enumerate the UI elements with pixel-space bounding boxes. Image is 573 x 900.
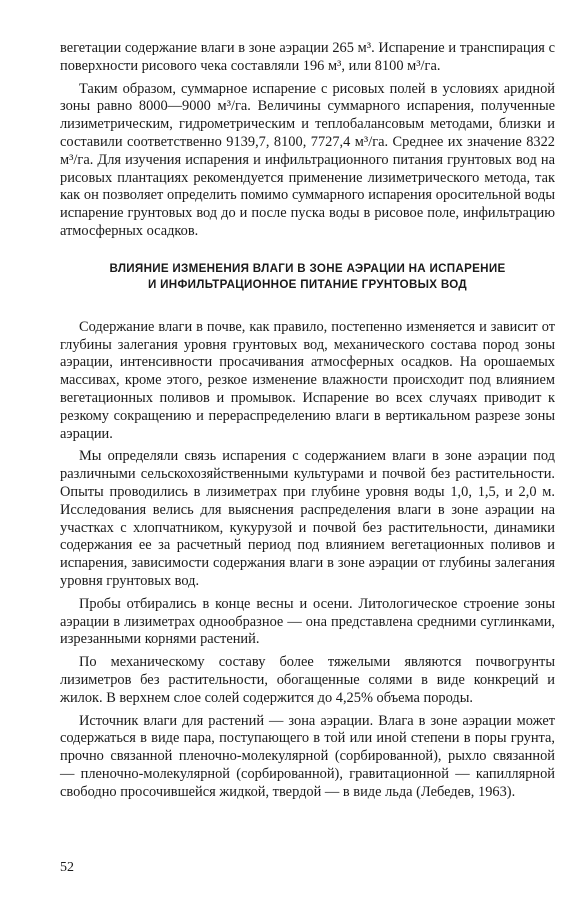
section-heading (60, 261, 555, 293)
paragraph-experiments: Мы определяли связь испарения с содержанием влаги в зоне аэрации под различными сельскохозяйственными культурами и почвой без растительности. Опыты проводились в лизиметрах при глубине уровня воды 1,0, 1,5, и 2,0 м. Исследования велись для выяснения распределения влаги в зоне аэрации на участках с хлопчатником, кукурузой и почвой без растительности, динамики содержания ее за расчетный период под влиянием вегетационных поливов и испарения, зависимости содержания влаги в зоне аэрации от глубины залегания уровня грунтовых вод. (60, 448, 555, 589)
page-number: 52 (60, 860, 74, 875)
paragraph-sampling: Пробы отбирались в конце весны и осени. Литологическое строение зоны аэрации в лизиметрах однообразное — она представлена средними суглинками, изрезанными корнями растений. (60, 595, 555, 648)
section-heading-line-1: ВЛИЯНИЕ ИЗМЕНЕНИЯ ВЛАГИ В ЗОНЕ АЭРАЦИИ НА ИСПАРЕНИЕ (109, 261, 506, 275)
paragraph-moisture-source: Источник влаги для растений — зона аэрации. Влага в зоне аэрации может содержаться в виде пара, поступающего в той или иной степени в поры грунта, прочно связанной пленочно-молекулярной (сорбированной), рыхло связанной — пленочно-молекулярной (сорбированной), гравитационной — капиллярной свободно просочившейся жидкой, твердой — в виде льда (Лебедев, 1963). (60, 712, 555, 800)
paragraph-continuation: вегетации содержание влаги в зоне аэрации 265 м³. Испарение и транспирация с поверхности рисового чека составляли 196 м³, или 8100 м³/га. (60, 40, 555, 74)
paragraph-moisture-content: Содержание влаги в почве, как правило, постепенно изменяется и зависит от глубины залегания уровня грунтовых вод, механического состава пород зоны аэрации, интенсивности просачивания атмосферных осадков. На орошаемых массивах, кроме этого, резкое изменение влажности происходит под влиянием вегетационных поливов и промывок. Испарение во всех случаях приводит к резкому сокращению и перераспределению влаги в вертикальном разрезе зоны аэрации. (60, 318, 555, 442)
paragraph-summary: Таким образом, суммарное испарение с рисовых полей в условиях аридной зоны равно 8000—9000 м³/га. Величины суммарного испарения, полученные лизиметрическим, гидрометрическим и теплобалансовым методами, близки и составили соответственно 9139,7, 8100, 7727,4 м³/га. Среднее их значение 8322 м³/га. Для изучения испарения и инфильтрационного питания грунтовых вод на рисовых плантациях рекомендуется применение лизиметрического метода, так как он позволяет определить помимо суммарного испарения оросительной воды испарение грунтовых вод до и после пуска воды в рисовое поле, инфильтрацию атмосферных осадков. (60, 80, 555, 239)
section-heading-line-2: И ИНФИЛЬТРАЦИОННОЕ ПИТАНИЕ ГРУНТОВЫХ ВОД (148, 277, 467, 291)
page-body (60, 40, 555, 801)
paragraph-soil-composition: По механическому составу более тяжелыми являются почвогрунты лизиметров без растительности, обогащенные солями в виде конкреций и жилок. В верхнем слое солей содержится до 4,25% объема породы. (60, 654, 555, 706)
